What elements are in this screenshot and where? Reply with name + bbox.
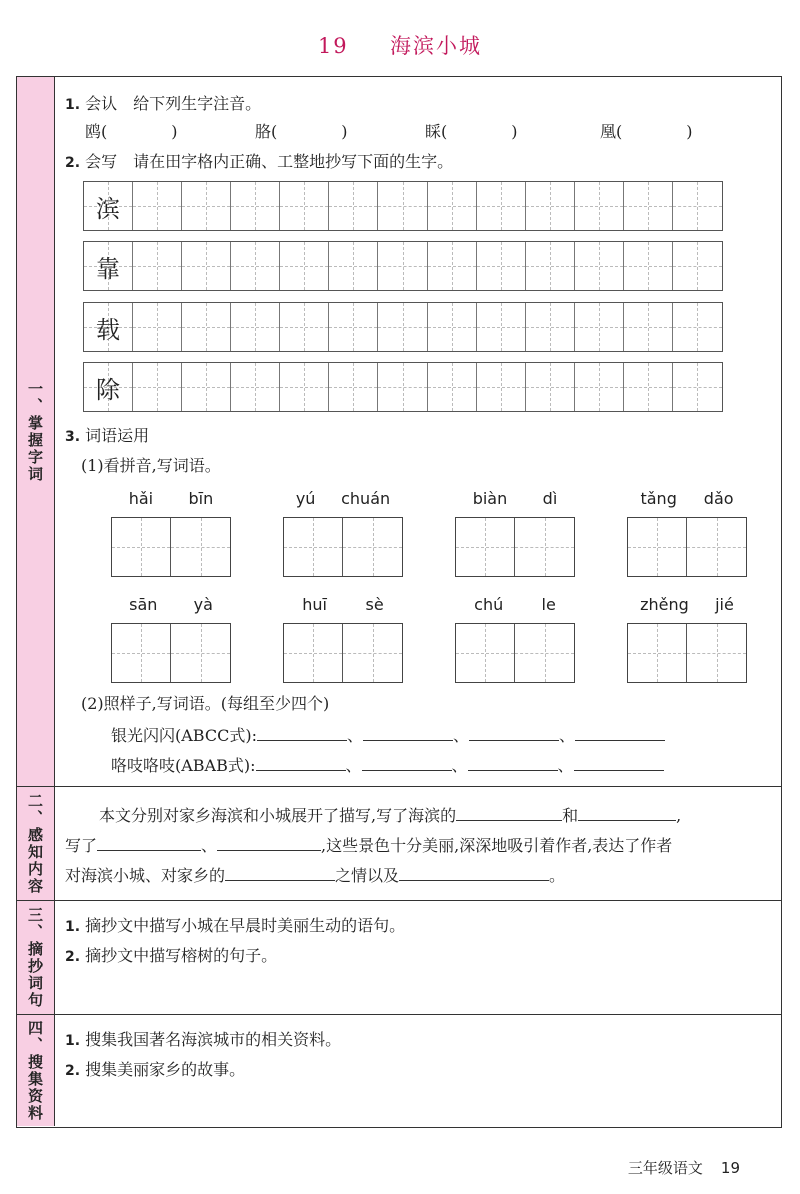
pattern-abcc: 银光闪闪(ABCC式): 、 、 、 — [111, 723, 665, 746]
model-char: 滨 — [96, 194, 121, 223]
lesson-name: 海滨小城 — [390, 34, 483, 58]
answer-blank[interactable] — [256, 756, 346, 771]
worksheet-frame — [16, 76, 782, 1128]
q1-char-1[interactable]: 鸥( ) — [85, 122, 178, 141]
section-label: 三、摘抄词句 — [17, 901, 55, 1014]
answer-blank[interactable] — [468, 756, 558, 771]
summary-line-2: 写了 、 ,这些景色十分美丽,深深地吸引着作者,表达了作者 — [65, 836, 673, 855]
lesson-number: 19 — [317, 34, 349, 58]
q3-sub2: (2)照样子,写词语。(每组至少四个) — [81, 694, 330, 713]
excerpt-item-2: 2. 摘抄文中描写榕树的句子。 — [65, 946, 278, 965]
excerpt-item-1: 1. 摘抄文中描写小城在早晨时美丽生动的语句。 — [65, 916, 406, 935]
q3-prompt: 3. 词语运用 — [65, 426, 150, 445]
section-label: 一、掌握字词 — [17, 77, 55, 786]
pattern-abab: 咯吱咯吱(ABAB式): 、 、 、 — [111, 753, 664, 776]
answer-blank[interactable] — [575, 726, 665, 741]
lesson-title — [0, 30, 800, 60]
section-label: 四、搜集资料 — [17, 1015, 55, 1126]
answer-blank[interactable] — [225, 866, 335, 881]
page-number: 19 — [720, 1159, 740, 1177]
q1-char-2[interactable]: 胳( ) — [255, 122, 348, 141]
answer-blank[interactable] — [363, 726, 453, 741]
answer-blank[interactable] — [399, 866, 549, 881]
q1-char-4[interactable]: 凰( ) — [600, 122, 693, 141]
section-master-words: 一、掌握字词 1. 会认 给下列生字注音。 鸥( ) 胳( ) 睬( ) 凰( ) 2. 会写 请在田字格内正确、工整地抄写下面的生字。 滨 靠 载 除 3. 词语运用 (1)看拼音,写词语。 hǎi bīn yú chuán biàn dì tǎng dǎo sān yà huī sè chú le zhěng jié (2)照样子,写词语。(每组至少四个) 银光闪闪(ABCC式): 、 、 、 咯吱咯吱(ABAB式): 、 、 、 — [17, 77, 781, 787]
answer-blank[interactable] — [469, 726, 559, 741]
section-content — [17, 787, 781, 901]
page-footer — [628, 1157, 740, 1178]
q2-prompt: 2. 会写 请在田字格内正确、工整地抄写下面的生字。 — [65, 152, 454, 171]
model-char: 除 — [96, 375, 121, 404]
section-excerpts — [17, 901, 781, 1015]
answer-blank[interactable] — [97, 836, 201, 851]
answer-blank[interactable] — [362, 756, 452, 771]
model-char: 载 — [96, 315, 121, 344]
q1-char-3[interactable]: 睬( ) — [425, 122, 518, 141]
answer-blank[interactable] — [217, 836, 321, 851]
section-research — [17, 1015, 781, 1126]
research-item-1: 1. 搜集我国著名海滨城市的相关资料。 — [65, 1030, 342, 1049]
q3-sub1: (1)看拼音,写词语。 — [81, 456, 221, 475]
model-char: 靠 — [96, 254, 121, 283]
answer-blank[interactable] — [257, 726, 347, 741]
answer-blank[interactable] — [574, 756, 664, 771]
research-item-2: 2. 搜集美丽家乡的故事。 — [65, 1060, 246, 1079]
answer-blank[interactable] — [578, 806, 676, 821]
summary-line-1: 本文分别对家乡海滨和小城展开了描写,写了海滨的 和 , — [99, 806, 682, 825]
answer-blank[interactable] — [456, 806, 562, 821]
summary-line-3: 对海滨小城、对家乡的 之情以及 。 — [65, 866, 566, 885]
q1-prompt: 1. 会认 给下列生字注音。 — [65, 94, 262, 113]
section-label: 二、感知内容 — [17, 787, 55, 900]
grade-label: 三年级语文 — [627, 1159, 703, 1177]
